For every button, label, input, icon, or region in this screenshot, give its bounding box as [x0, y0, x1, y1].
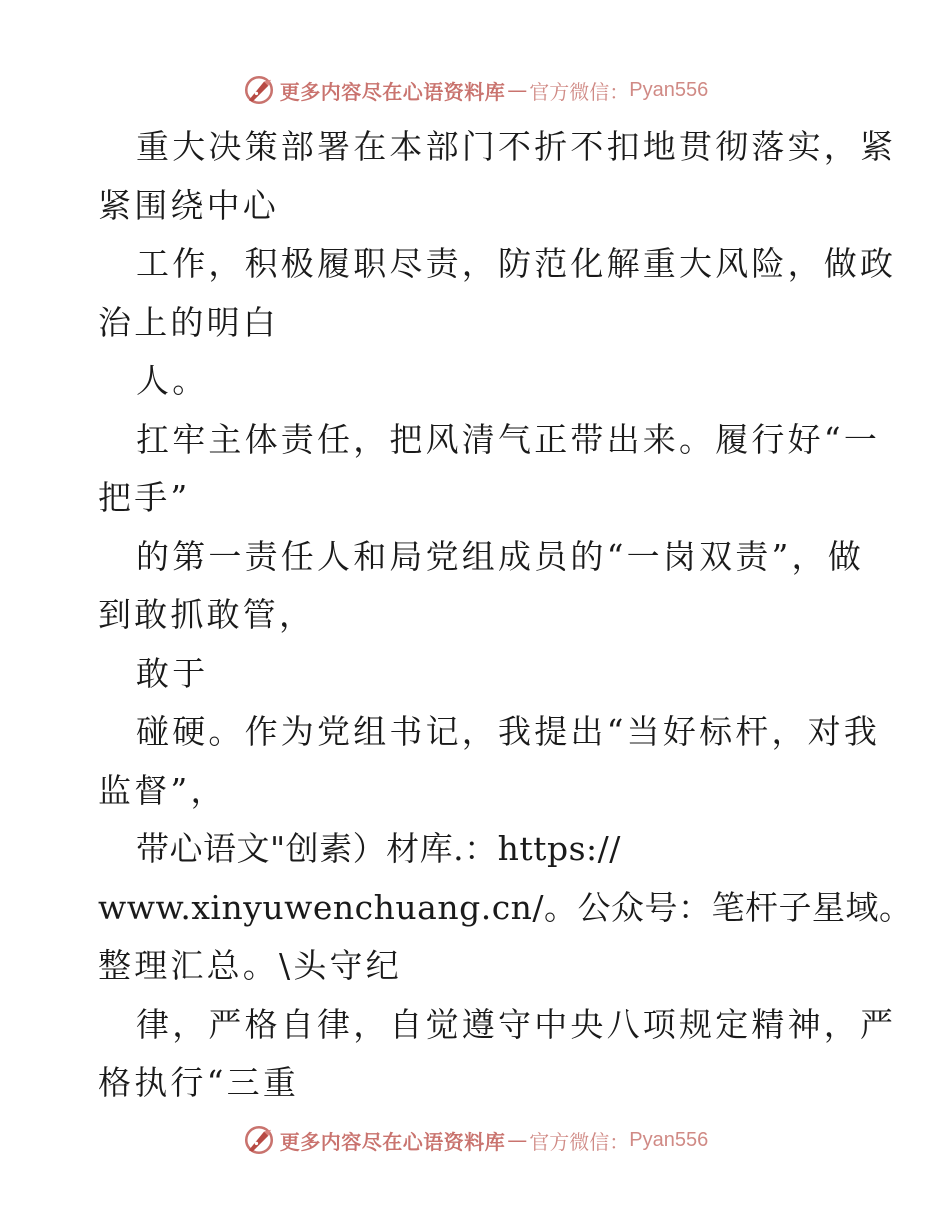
- text-line: 整理汇总。\头守纪: [98, 946, 402, 985]
- banner-title: 更多内容尽在心语资料库: [279, 1129, 506, 1154]
- document-body: [98, 118, 913, 1113]
- pen-nib-logo-icon: [242, 1123, 276, 1157]
- text-line: 敢于: [136, 653, 209, 693]
- text-line: 治上的明白: [98, 302, 279, 342]
- text-line: 带心语文"创素）材库.：https://: [136, 829, 621, 868]
- text-line: 到敢抓敢管，: [98, 595, 316, 634]
- pen-nib-logo-icon: [242, 73, 276, 107]
- text-line: 律，严格自律，自觉遵守中央八项规定精神，严: [136, 1004, 897, 1044]
- banner-wechat-label: 官方微信：: [529, 79, 630, 104]
- text-line: www.xinyuwenchuang.cn/。公众号：笔杆子星域。: [98, 887, 913, 927]
- footer-banner: [0, 1120, 950, 1160]
- banner-title: 更多内容尽在心语资料库: [279, 79, 506, 104]
- text-line: 格执行“三重: [98, 1063, 300, 1102]
- text-line: 监督”，: [98, 770, 227, 810]
- text-line: 扛牢主体责任，把风清气正带出来。履行好“一: [136, 419, 881, 459]
- banner-wechat-id: Pyan556: [629, 1128, 709, 1151]
- header-banner: [0, 70, 950, 110]
- text-line: 紧围绕中心: [98, 185, 279, 225]
- text-line: 人。: [136, 361, 209, 400]
- text-line: 重大决策部署在本部门不折不扣地贯彻落实，紧: [136, 127, 897, 166]
- banner-wechat-id: Pyan556: [629, 78, 709, 101]
- text-line: 工作，积极履职尽责，防范化解重大风险，做政: [136, 244, 897, 283]
- text-line: 碰硬。作为党组书记，我提出“当好标杆，对我: [136, 712, 881, 751]
- banner-separator: —: [507, 1128, 528, 1152]
- banner-separator: —: [507, 78, 528, 102]
- text-line: 的第一责任人和局党组成员的“一岗双责”，做: [136, 536, 864, 576]
- banner-wechat-label: 官方微信：: [529, 1129, 630, 1154]
- text-line: 把手”: [98, 478, 191, 517]
